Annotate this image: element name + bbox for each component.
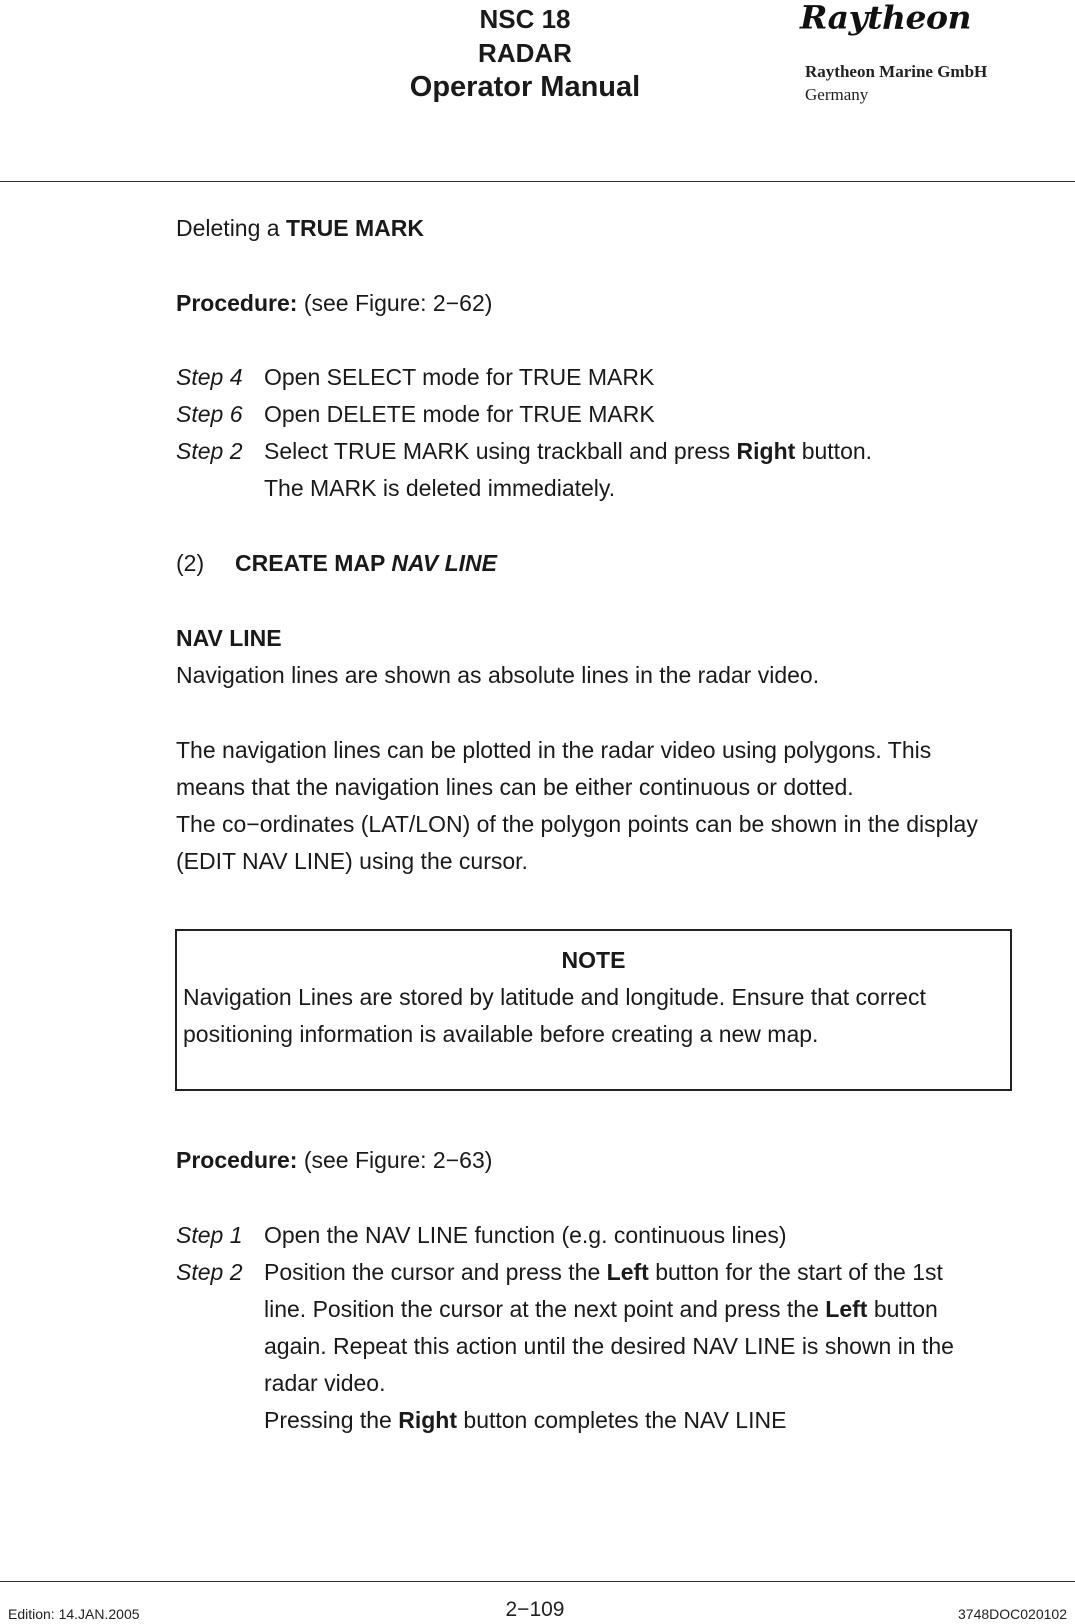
company-block [805,60,987,106]
step-text-pre: line. Position the cursor at the next point and press the [264,1296,826,1322]
step-label: Step 4 [176,364,243,390]
procedure-ref: (see Figure: 2−63) [297,1147,493,1173]
section-heading [235,545,497,582]
procedure-line-2 [176,1142,492,1179]
nav-line-subheading: NAV LINE [176,625,282,651]
section-heading-italic: NAV LINE [391,550,497,576]
step-text-bold: Right [398,1407,458,1433]
footer-page-number: 2−109 [505,1598,565,1621]
note-title: NOTE [561,947,626,973]
header-product: NSC 18 [479,4,571,34]
step-text: The MARK is deleted immediately. [264,475,616,501]
company-country: Germany [805,85,869,104]
header-divider [0,181,1075,182]
paragraph-line: means that the navigation lines can be either continuous or dotted. [176,774,854,800]
step-label: Step 6 [176,401,243,427]
section-heading-bold: CREATE MAP [235,550,392,576]
procedure-line-1 [176,285,492,322]
footer-divider [0,1581,1075,1582]
step-text [264,1402,786,1439]
step-label: Step 2 [176,438,243,464]
step-text-pre: Position the cursor and press the [264,1259,607,1285]
step-text-bold: Right [736,438,796,464]
step-text: radar video. [264,1370,386,1396]
step-text-post: button completes the NAV LINE [457,1407,787,1433]
step-text: Open SELECT mode for TRUE MARK [264,364,655,390]
step-label: Step 2 [176,1259,243,1285]
raytheon-logo: Raytheon [800,0,971,37]
procedure-label: Procedure: [176,290,298,316]
step-text [264,1254,943,1291]
step-text: Open DELETE mode for TRUE MARK [264,401,655,427]
step-text: again. Repeat this action until the desired NAV LINE is shown in the [264,1333,954,1359]
step-text-pre: Select TRUE MARK using trackball and press [264,438,737,464]
paragraph-line: (EDIT NAV LINE) using the cursor. [176,848,528,874]
header-manual-title: Operator Manual [409,71,641,103]
paragraph-line: The co−ordinates (LAT/LON) of the polygon points can be shown in the display [176,811,978,837]
step-text-bold: Left [825,1296,868,1322]
footer-edition: Edition: 14.JAN.2005 [8,1606,140,1622]
footer-doc-number: 3748DOC020102 [958,1606,1067,1622]
procedure-ref: (see Figure: 2−62) [297,290,493,316]
step-text-post: button for the start of the 1st [648,1259,943,1285]
step-text-bold: Left [606,1259,649,1285]
delete-heading-bold: TRUE MARK [285,215,424,241]
company-name: Raytheon Marine GmbH [805,62,988,81]
procedure-label: Procedure: [176,1147,298,1173]
step-text [264,433,872,470]
note-box [175,929,1012,1091]
section-number: (2) [176,550,205,576]
step-text-pre: Pressing the [264,1407,399,1433]
nav-line-paragraph-1: Navigation lines are shown as absolute lines in the radar video. [176,662,820,688]
step-text-post: button [867,1296,938,1322]
step-text-post: button. [795,438,873,464]
delete-heading [176,210,424,247]
header-system: RADAR [478,38,572,68]
step-text: Open the NAV LINE function (e.g. continuous lines) [264,1222,787,1248]
step-label: Step 1 [176,1222,243,1248]
note-line: positioning information is available before creating a new map. [183,1021,819,1047]
note-line: Navigation Lines are stored by latitude and longitude. Ensure that correct [183,984,926,1010]
paragraph-line: The navigation lines can be plotted in the radar video using polygons. This [176,737,932,763]
delete-heading-prefix: Deleting a [176,215,286,241]
step-text [264,1291,938,1328]
